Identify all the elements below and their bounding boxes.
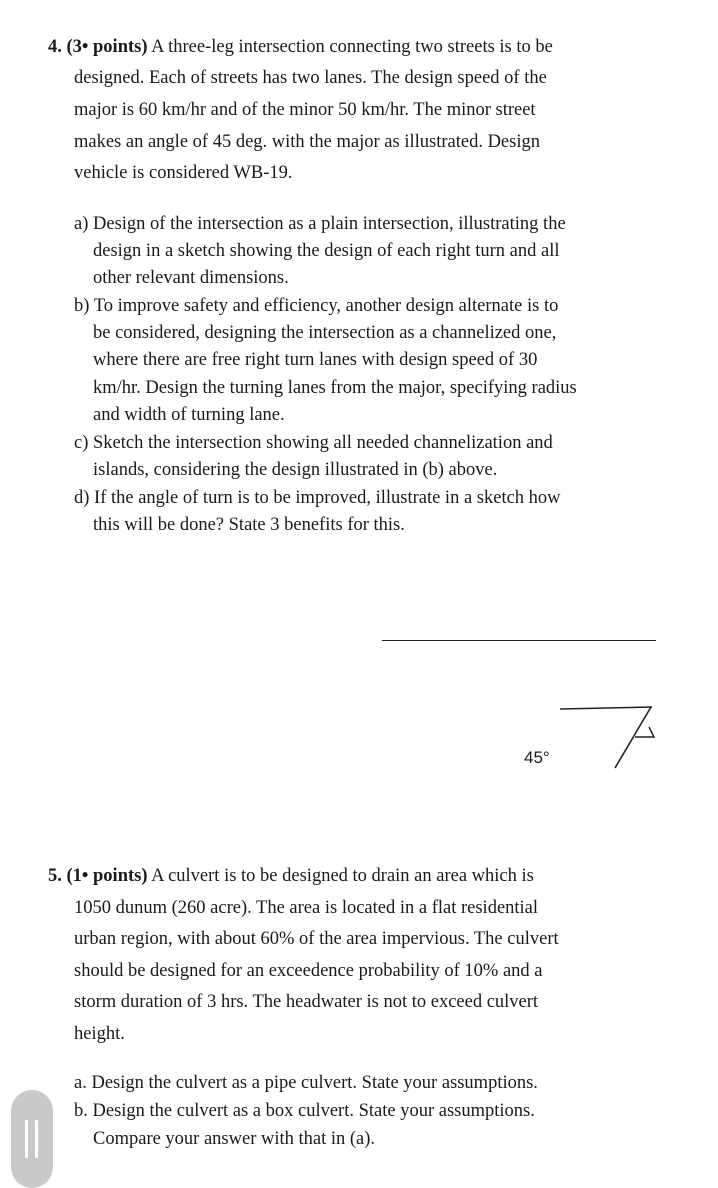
q5-part-b-line-2: Compare your answer with that in (a). [93,1129,376,1149]
grip-bar-icon [35,1120,38,1158]
q4-text-0: A three-leg intersection connecting two streets is to be [147,37,553,57]
q4-part-c-line-1: c) Sketch the intersection showing all needed channelization and [74,433,553,453]
q4-part-a-line-1: a) Design of the intersection as a plain intersection, illustrating the [74,214,566,234]
q4-points: (3• points) [66,37,148,57]
q5-part-a-line-1: a. Design the culvert as a pipe culvert. State your assumptions. [74,1073,538,1093]
q4-part-c-line-2: islands, considering the design illustrated in (b) above. [93,460,498,480]
q5-number: 5. [48,866,62,886]
q4-part-b-line-4: km/hr. Design the turning lanes from the major, specifying radius [93,378,577,398]
q4-part-b-line-3: where there are free right turn lanes with design speed of 30 [93,350,538,370]
angle-label: 45° [524,748,550,767]
q4-part-d-line-2: this will be done? State 3 benefits for this. [93,515,405,535]
q5-line-1 [48,867,534,886]
q4-text-1: designed. Each of streets has two lanes. The design speed of the [74,68,547,88]
q5-text-1: 1050 dunum (260 acre). The area is located in a flat residential [74,898,539,918]
q4-part-b-line-2: be considered, designing the intersection as a channelized one, [93,323,557,343]
q5-text-3: should be designed for an exceedence probability of 10% and a [74,961,543,981]
q5-points: (1• points) [66,866,148,886]
q5-part-b-line-1: b. Design the culvert as a box culvert. State your assumptions. [74,1101,535,1121]
q4-line-1 [48,38,553,57]
q4-part-d-line-1: d) If the angle of turn is to be improved, illustrate in a sketch how [74,488,561,508]
q4-part-b-line-5: and width of turning lane. [93,405,285,425]
q4-part-a-line-2: design in a sketch showing the design of each right turn and all [93,241,560,261]
q4-text-2: major is 60 km/hr and of the minor 50 km/hr. The minor street [74,100,536,120]
q4-number: 4. [48,37,62,57]
major-street-line [382,640,656,641]
grip-bar-icon [25,1120,28,1158]
q4-part-b-line-1: b) To improve safety and efficiency, another design alternate is to [74,296,559,316]
q5-text-2: urban region, with about 60% of the area impervious. The culvert [74,929,559,949]
q5-text-4: storm duration of 3 hrs. The headwater is not to exceed culvert [74,992,539,1012]
q5-text-5: height. [74,1024,125,1044]
minor-street-sketch [560,690,660,775]
q4-text-3: makes an angle of 45 deg. with the major as illustrated. Design [74,132,540,152]
q5-text-0: A culvert is to be designed to drain an area which is [147,866,534,886]
q4-text-4: vehicle is considered WB-19. [74,163,293,183]
road-edge-line [560,707,652,709]
q4-part-a-line-3: other relevant dimensions. [93,268,289,288]
drag-handle[interactable] [11,1090,53,1188]
